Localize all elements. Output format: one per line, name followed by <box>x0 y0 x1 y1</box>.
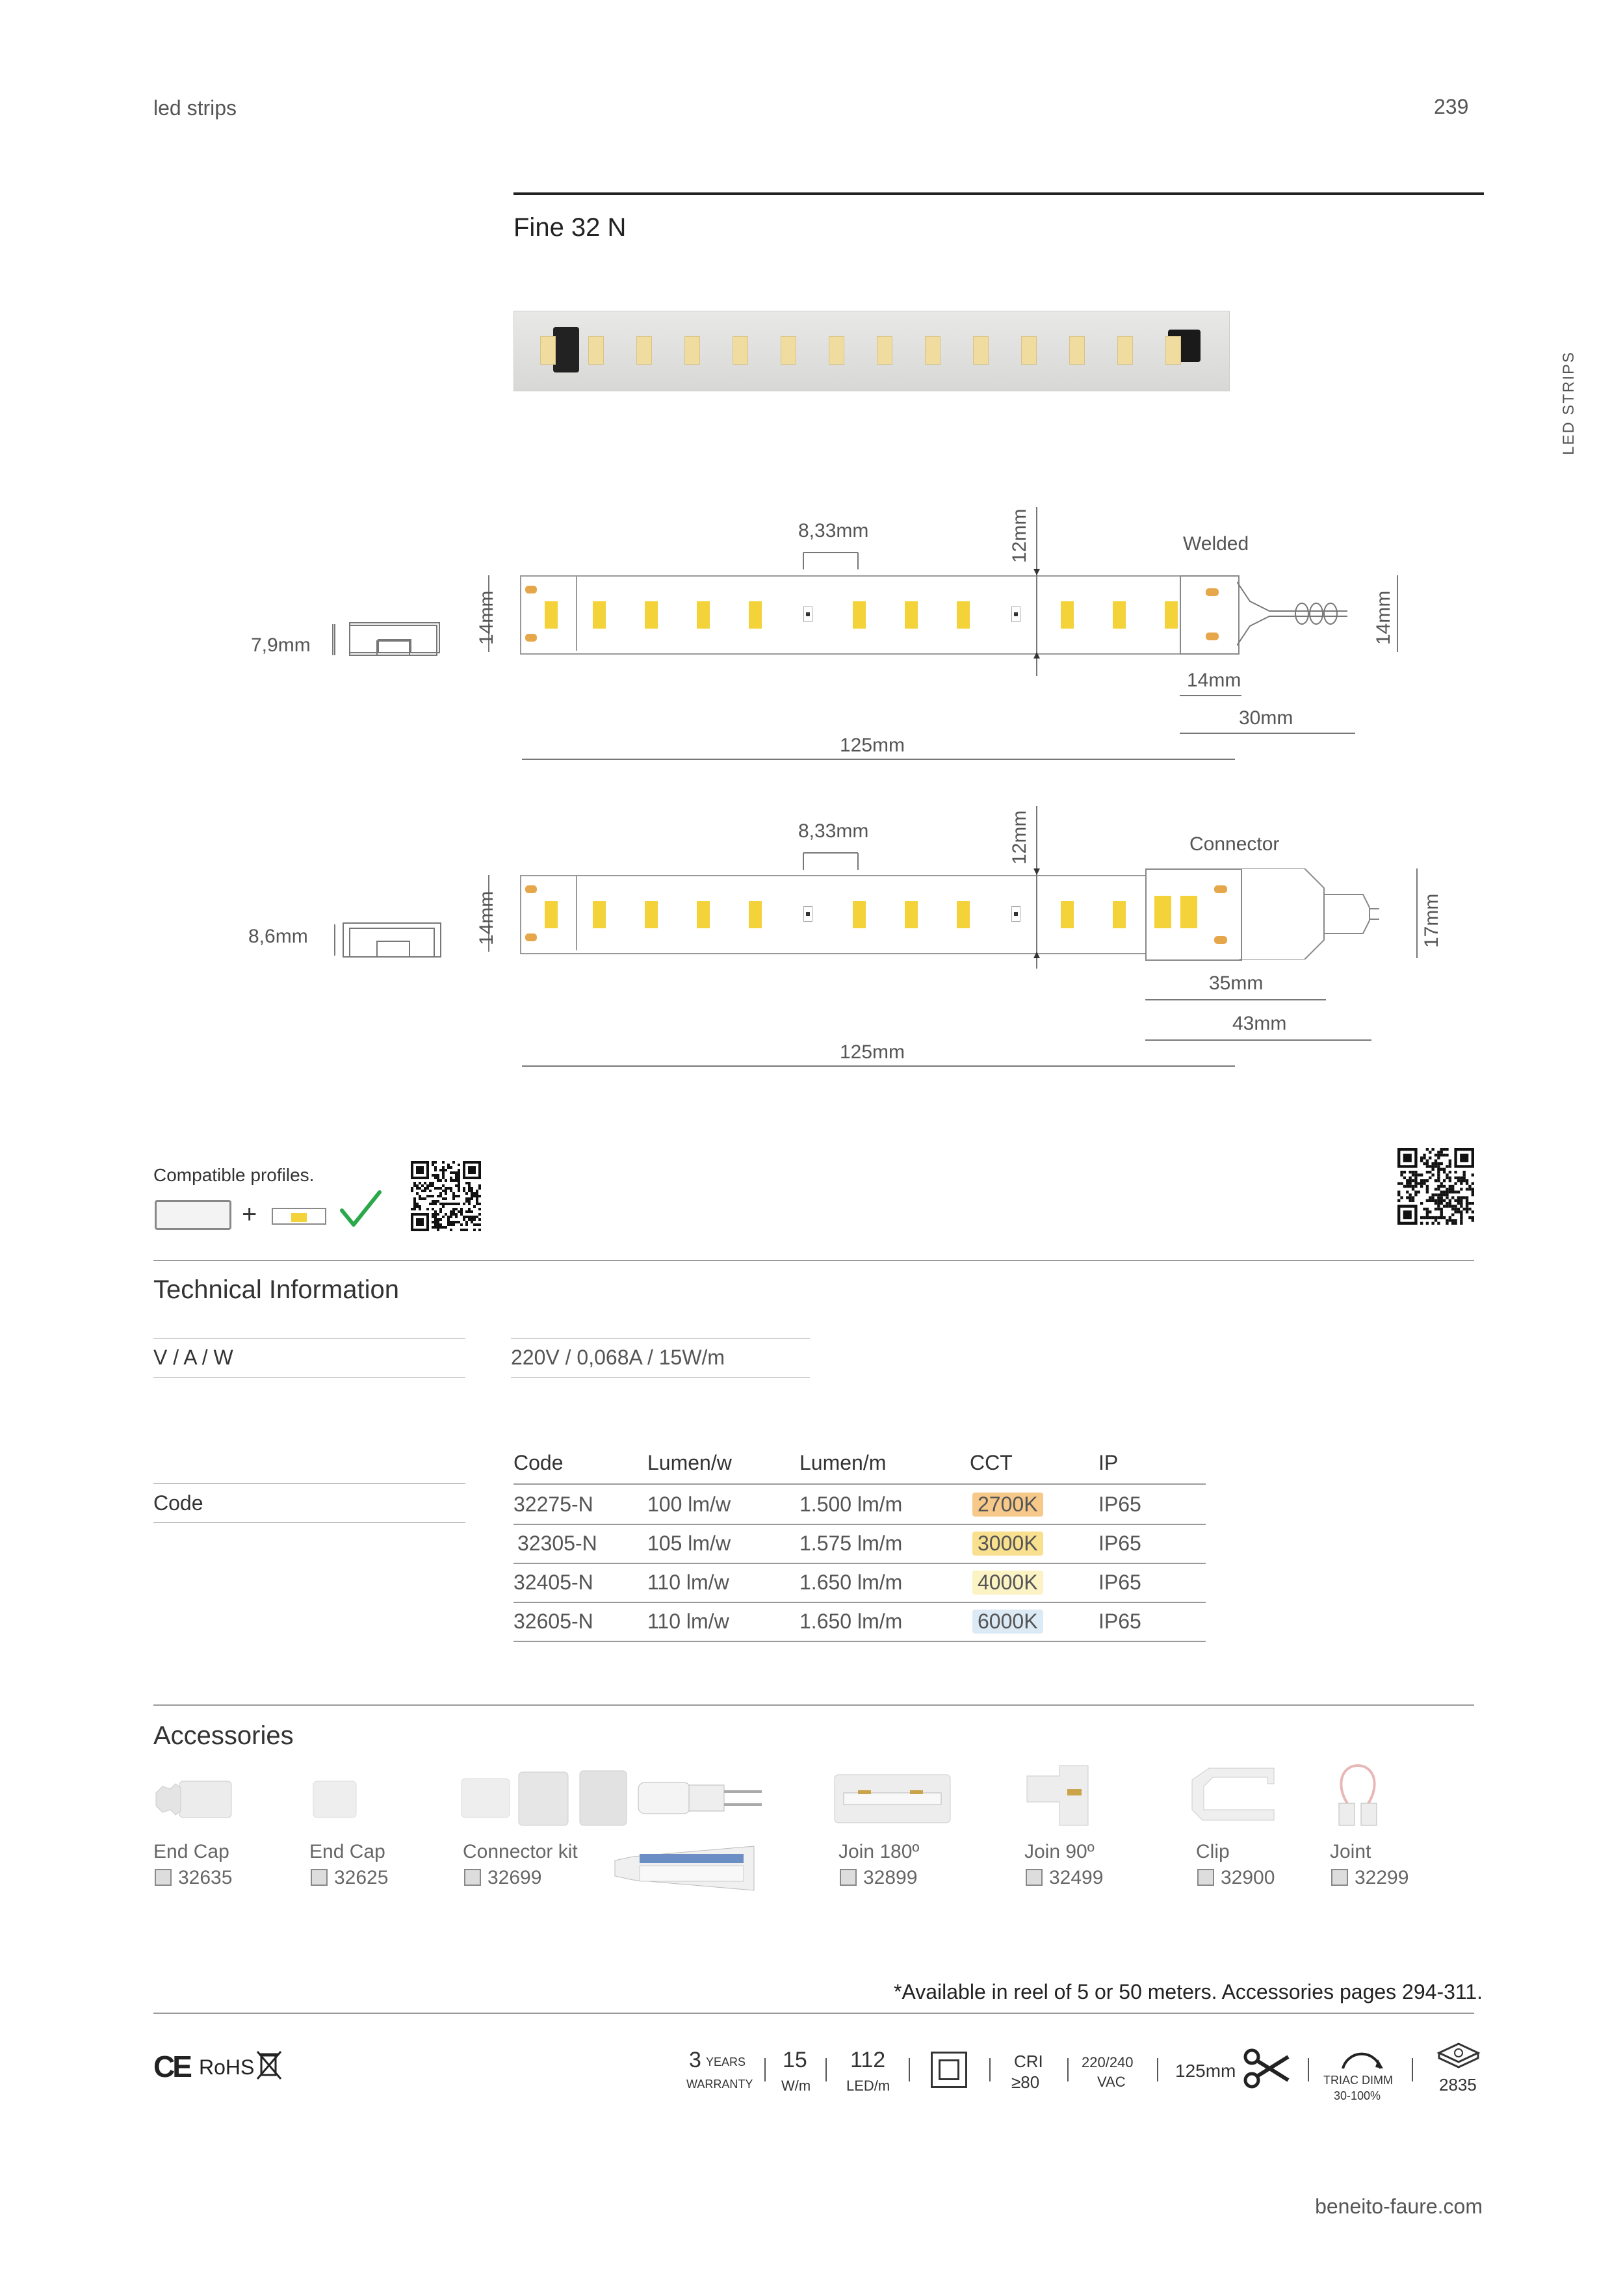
cell-ip: IP65 <box>1098 1571 1141 1594</box>
checkbox-icon[interactable] <box>155 1869 172 1886</box>
accessory-code-text: 32625 <box>334 1867 389 1888</box>
accessory-name: Joint <box>1330 1841 1371 1862</box>
accessory-code-text: 32299 <box>1355 1867 1409 1888</box>
divider <box>153 1483 465 1484</box>
voltage-value: 220/240 <box>1082 2054 1134 2070</box>
led-chip <box>697 601 710 629</box>
resistor <box>803 906 812 922</box>
solder-pad <box>1206 588 1219 596</box>
accessory-name: Clip <box>1196 1841 1230 1862</box>
welded-dim-b: 30mm <box>1239 707 1293 729</box>
resistor <box>803 607 812 622</box>
checkbox-icon[interactable] <box>1331 1869 1348 1886</box>
table-row <box>513 1602 1206 1642</box>
accessory-code[interactable] <box>155 1867 232 1889</box>
welded-cut-length: 125mm <box>840 735 905 756</box>
accessory-code[interactable] <box>1026 1867 1103 1889</box>
check-icon <box>338 1190 383 1230</box>
dimmer-icon <box>1339 2045 1384 2071</box>
led-chip <box>588 336 604 365</box>
strip-icon <box>272 1208 326 1225</box>
col-ip: IP <box>1098 1451 1119 1474</box>
end-cap-image <box>153 1773 238 1825</box>
solder-pad <box>525 634 537 642</box>
led-chip <box>781 336 796 365</box>
cell-cct: 4000K <box>972 1571 1043 1595</box>
plus-sign: + <box>242 1200 257 1229</box>
voltage-unit: VAC <box>1097 2074 1126 2090</box>
accessory-code[interactable] <box>1197 1867 1275 1889</box>
website[interactable]: beneito-faure.com <box>1315 2195 1483 2218</box>
welded-spacing: 8,33mm <box>798 520 869 541</box>
led-chip <box>905 601 918 629</box>
connector-plug <box>1240 868 1383 959</box>
accessory-name: End Cap <box>309 1841 385 1862</box>
section-label: led strips <box>153 96 237 120</box>
cell-ip: IP65 <box>1098 1493 1141 1516</box>
col-cct: CCT <box>970 1451 1013 1474</box>
ip-class-inner <box>939 2059 959 2080</box>
title-rule <box>513 192 1484 195</box>
cell-ip: IP65 <box>1098 1610 1141 1633</box>
separator <box>825 2058 827 2081</box>
connector-strip-width: 14mm <box>476 891 497 945</box>
weee-bin-icon <box>255 2049 283 2083</box>
strip-icon-led <box>291 1213 307 1222</box>
accessory-name: Join 180º <box>838 1841 920 1862</box>
code-label: Code <box>153 1491 203 1515</box>
led-chip <box>1165 601 1178 629</box>
watts-unit: W/m <box>781 2078 811 2094</box>
cell-lumen-w: 110 lm/w <box>647 1610 729 1633</box>
availability-note: *Available in reel of 5 or 50 meters. Accessories pages 294-311. <box>894 1980 1483 2003</box>
separator <box>989 2058 991 2081</box>
solder-pad <box>1214 885 1227 893</box>
led-chip <box>1165 336 1181 365</box>
checkbox-icon[interactable] <box>311 1869 328 1886</box>
led-chip <box>829 336 844 365</box>
cell-code: 32605-N <box>513 1610 593 1633</box>
solder-pad <box>525 933 537 941</box>
led-chip <box>957 601 970 629</box>
accessory-code-text: 32899 <box>863 1867 918 1888</box>
led-chip <box>540 336 556 365</box>
welded-end-label: Welded <box>1183 533 1249 554</box>
separator <box>1067 2058 1069 2081</box>
join-90-image <box>1020 1763 1092 1828</box>
led-chip <box>1061 901 1074 928</box>
connector-spacing: 8,33mm <box>798 820 869 842</box>
accessory-name: End Cap <box>153 1841 229 1862</box>
led-chip <box>545 601 558 629</box>
led-chip <box>905 901 918 928</box>
cell-ip: IP65 <box>1098 1532 1141 1555</box>
connector-strip <box>520 875 1150 954</box>
strip-photo <box>513 311 1230 391</box>
spec-table-header <box>513 1444 1206 1485</box>
accessory-code-text: 32635 <box>178 1867 233 1888</box>
technical-title: Technical Information <box>153 1275 399 1304</box>
cell-lumen-w: 105 lm/w <box>647 1532 731 1555</box>
welded-profile-thickness: 7,9mm <box>251 634 311 656</box>
product-title: Fine 32 N <box>513 213 627 242</box>
divider <box>153 2013 1474 2014</box>
side-tab: LED STRIPS <box>1560 350 1578 455</box>
cut-length: 125mm <box>1175 2061 1236 2081</box>
welded-cable <box>1237 575 1367 652</box>
cell-lumen-w: 110 lm/w <box>647 1571 729 1594</box>
cell-cct: 3000K <box>972 1532 1043 1556</box>
led-chip-icon <box>1433 2040 1485 2071</box>
resistor-body <box>1014 612 1018 616</box>
joint-image <box>1329 1759 1387 1831</box>
cell-code: 32405-N <box>513 1571 593 1594</box>
led-chip <box>973 336 989 365</box>
led-chip <box>593 601 606 629</box>
cell-lumen-m: 1.650 lm/m <box>799 1610 903 1633</box>
led-chip <box>853 901 866 928</box>
led-chip <box>545 901 558 928</box>
welded-end-width: 14mm <box>1373 590 1394 645</box>
page-number: 239 <box>1434 95 1469 118</box>
connector-end-width: 17mm <box>1421 893 1442 948</box>
welded-height: 12mm <box>1009 508 1030 563</box>
connector-dim-b: 43mm <box>1232 1013 1287 1034</box>
led-chip <box>733 336 748 365</box>
led-chip <box>697 901 710 928</box>
end-cap-image <box>309 1775 361 1824</box>
connector-cut-length: 125mm <box>840 1041 905 1063</box>
accessory-code[interactable] <box>311 1867 388 1889</box>
cell-code: 32305-N <box>517 1532 597 1555</box>
divider <box>153 1704 1474 1706</box>
led-chip <box>684 336 700 365</box>
cri-label: CRI <box>1014 2052 1043 2071</box>
connector-block-left <box>553 327 579 372</box>
qr-code-icon <box>1397 1148 1474 1225</box>
chip-type: 2835 <box>1439 2075 1477 2094</box>
cell-cct: 2700K <box>972 1493 1043 1517</box>
led-chip <box>1180 896 1197 928</box>
adhesive-tube-image <box>614 1844 755 1893</box>
col-lumen-w: Lumen/w <box>647 1451 732 1474</box>
welded-strip <box>520 575 1232 655</box>
table-row <box>513 1524 1206 1564</box>
separator <box>909 2058 910 2081</box>
solder-pad <box>525 885 537 893</box>
led-chip <box>749 901 762 928</box>
connector-end-label: Connector <box>1189 833 1280 855</box>
compatible-label: Compatible profiles. <box>153 1165 315 1185</box>
welded-end <box>1180 575 1240 655</box>
cell-lumen-m: 1.575 lm/m <box>799 1532 903 1555</box>
resistor-body <box>806 912 810 916</box>
vaw-value: 220V / 0,068A / 15W/m <box>511 1346 725 1369</box>
separator <box>1157 2058 1158 2081</box>
connector-housing <box>1145 868 1242 961</box>
separator <box>1412 2058 1413 2081</box>
led-chip <box>1069 336 1085 365</box>
cell-lumen-w: 100 lm/w <box>647 1493 731 1516</box>
cell-cct: 6000K <box>972 1610 1043 1634</box>
led-chip <box>957 901 970 928</box>
resistor-body <box>1014 912 1018 916</box>
led-chip <box>593 901 606 928</box>
accessory-name: Join 90º <box>1024 1841 1095 1862</box>
accessory-code-text: 32499 <box>1049 1867 1104 1888</box>
led-chip <box>1113 601 1126 629</box>
leds-value: 112 <box>850 2048 886 2072</box>
accessory-code-text: 32699 <box>487 1867 542 1888</box>
separator <box>1308 2058 1309 2081</box>
connector-dim-a: 35mm <box>1209 972 1264 994</box>
scissors-icon <box>1243 2048 1292 2089</box>
led-chip <box>925 336 941 365</box>
led-chip <box>1117 336 1133 365</box>
led-chip <box>645 901 658 928</box>
checkbox-icon[interactable] <box>840 1869 857 1886</box>
qr-code-icon <box>411 1161 481 1231</box>
dimm-label: TRIAC DIMM <box>1323 2074 1393 2087</box>
solder-pad <box>525 586 537 594</box>
led-chip <box>1154 896 1171 928</box>
warranty-sub: WARRANTY <box>686 2078 753 2091</box>
accessory-name: Connector kit <box>463 1841 578 1862</box>
checkbox-icon[interactable] <box>464 1869 481 1886</box>
checkbox-icon[interactable] <box>1197 1869 1214 1886</box>
cri-value: ≥80 <box>1011 2072 1040 2092</box>
vaw-label: V / A / W <box>153 1346 233 1369</box>
led-chip <box>1113 901 1126 928</box>
led-chip <box>1061 601 1074 629</box>
rohs-label: RoHS <box>199 2055 255 2079</box>
led-chip <box>636 336 652 365</box>
led-chip <box>853 601 866 629</box>
welded-strip-width: 14mm <box>476 590 497 645</box>
col-lumen-m: Lumen/m <box>799 1451 887 1474</box>
dimm-range: 30-100% <box>1334 2089 1381 2102</box>
warranty-unit: YEARS <box>706 2055 746 2068</box>
accessories-title: Accessories <box>153 1721 294 1750</box>
accessory-code[interactable] <box>1331 1867 1409 1889</box>
resistor <box>1011 607 1020 622</box>
profile-icon <box>155 1200 231 1230</box>
ip-class-icon <box>931 2052 967 2088</box>
ce-mark-icon: CE <box>153 2050 190 2083</box>
resistor-body <box>806 612 810 616</box>
led-chip <box>877 336 892 365</box>
join-180-image <box>832 1771 953 1827</box>
cell-lumen-m: 1.650 lm/m <box>799 1571 903 1594</box>
cell-code: 32275-N <box>513 1493 593 1516</box>
cell-lumen-m: 1.500 lm/m <box>799 1493 903 1516</box>
solder-pad <box>1214 936 1227 944</box>
table-row <box>513 1563 1206 1603</box>
checkbox-icon[interactable] <box>1026 1869 1043 1886</box>
connector-kit-image <box>459 1766 764 1831</box>
led-chip <box>749 601 762 629</box>
connector-height: 12mm <box>1009 810 1030 865</box>
table-row <box>513 1485 1206 1525</box>
col-code: Code <box>513 1451 564 1474</box>
welded-dim-a: 14mm <box>1187 670 1241 691</box>
divider <box>153 1260 1474 1261</box>
accessory-code[interactable] <box>464 1867 541 1889</box>
leds-unit: LED/m <box>846 2078 890 2094</box>
resistor <box>1011 906 1020 922</box>
clip-image <box>1189 1764 1278 1824</box>
divider <box>153 1522 465 1523</box>
accessory-code[interactable] <box>840 1867 917 1889</box>
watts-value: 15 <box>783 2048 807 2072</box>
led-chip <box>1021 336 1037 365</box>
accessory-code-text: 32900 <box>1221 1867 1275 1888</box>
connector-profile-thickness: 8,6mm <box>248 926 308 947</box>
led-chip <box>645 601 658 629</box>
warranty-number: 3 <box>689 2048 701 2072</box>
separator <box>764 2058 766 2081</box>
solder-pad <box>1206 633 1219 640</box>
